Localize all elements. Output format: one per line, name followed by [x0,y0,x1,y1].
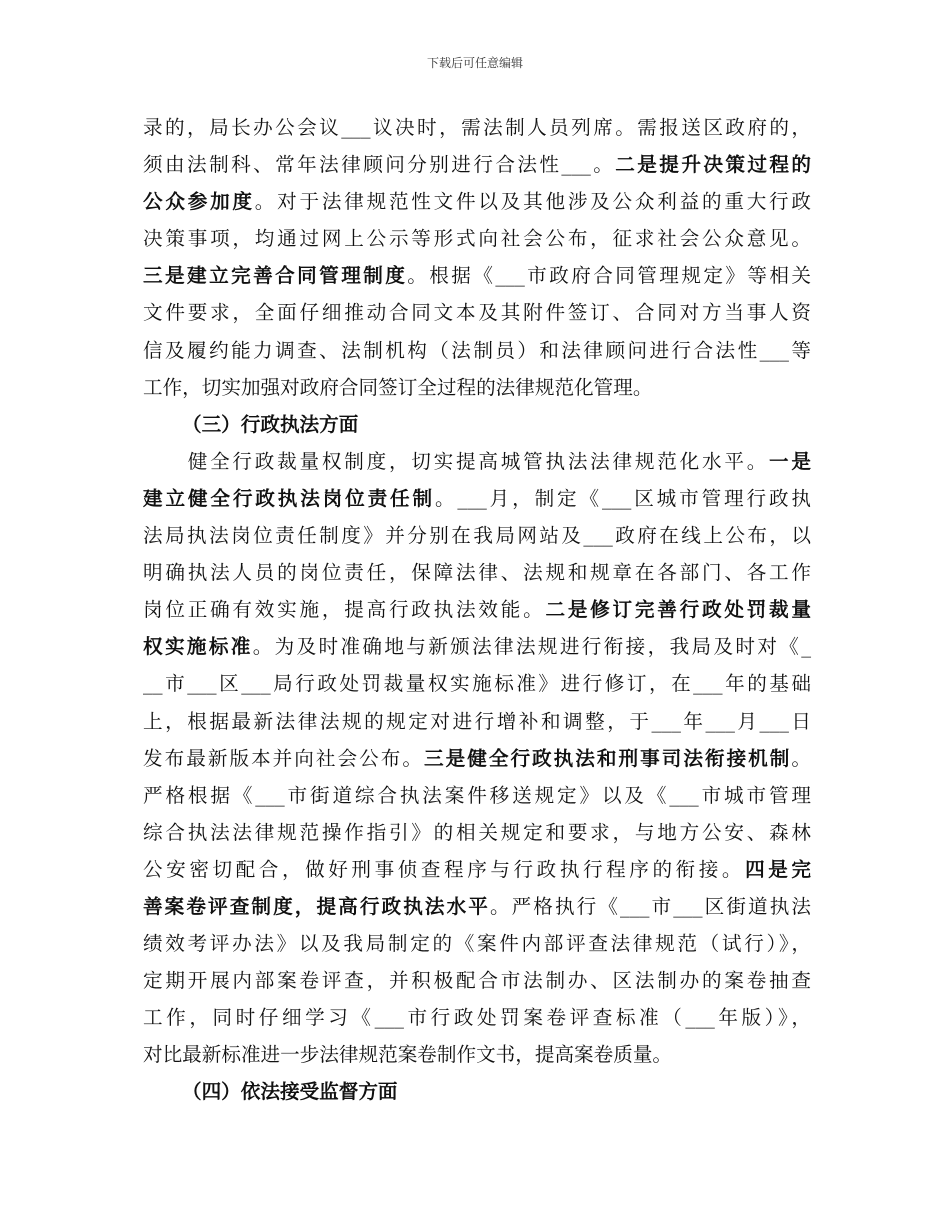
bold-text: （三）行政执法方面 [182,412,359,436]
paragraph-line [143,591,811,628]
text-run: 。 [791,746,812,770]
document-body [143,109,811,1111]
bold-text: 四是完 [745,857,812,881]
paragraph-line [143,1036,811,1073]
text-run: 。为及时准确地与新颁法律法规进行衔接，我局及时对《_ [252,635,812,659]
text-run: 岗位正确有效实施，提高行政执法效能。 [143,598,546,622]
section-heading [143,406,811,443]
bold-text: （四）依法接受监督方面 [182,1080,398,1104]
paragraph-line [143,443,811,480]
bold-text: 二是修订完善行政处罚裁量 [545,598,812,622]
bold-text: 三是健全行政执法和刑事司法衔接机制 [423,746,792,770]
paragraph-line [143,294,811,331]
paragraph-line [143,183,811,220]
text-run: __市___区___局行政处罚裁量权实施标准》进行修订，在___年的基础 [143,672,811,696]
text-run: 。对于法律规范性文件以及其他涉及公众利益的重大行政 [254,190,812,214]
section-heading [143,1073,811,1110]
bold-text: 二是提升决策过程的 [615,153,812,177]
text-run: 定期开展内部案卷评查，并积极配合市法制办、区法制办的案卷抽查 [143,969,811,993]
text-run: 录的，局长办公会议___议决时，需法制人员列席。需报送区政府的， [143,116,811,139]
text-run: 须由法制科、常年法律顾问分别进行合法性___。 [143,153,616,177]
text-run: 健全行政裁量权制度，切实提高城管执法法律规范化水平。 [143,449,770,473]
bold-text: 善案卷评查制度，提高行政执法水平 [143,894,490,918]
text-run: 工作，切实加强对政府合同签订全过程的法律规范化管理。 [143,375,653,399]
text-run: 明确执法人员的岗位责任，保障法律、法规和规章在各部门、各工作 [143,561,811,585]
paragraph-line [143,369,811,406]
bold-text: 一是 [769,449,811,473]
page-header: 下载后可任意编辑 [426,56,523,70]
paragraph-line [143,257,811,294]
paragraph-line [143,777,811,814]
text-run: 。严格执行《___市___区街道执法 [489,894,812,918]
text-run: 对比最新标准进一步法律规范案卷制作文书，提高案卷质量。 [143,1043,673,1067]
paragraph-line [143,554,811,591]
paragraph-line [143,962,811,999]
bold-text: 建立健全行政执法岗位责任制 [143,486,435,510]
paragraph-line [143,851,811,888]
paragraph-line [143,332,811,369]
paragraph-line [143,665,811,702]
text-run: 综合执法法律规范操作指引》的相关规定和要求，与地方公安、森林 [143,820,811,844]
text-run: 工作，同时仔细学习《___市行政处罚案卷评查标准（___年版）》， [143,1006,811,1030]
text-run: 发布最新版本并向社会公布。 [143,746,424,770]
text-run: 。根据《___市政府合同管理规定》等相关 [407,264,812,288]
paragraph-line [143,814,811,851]
paragraph-line [143,999,811,1036]
text-run: 上，根据最新法律法规的规定对进行增补和调整，于___年___月___日 [143,709,811,733]
bold-text: 公众参加度 [143,190,255,214]
paragraph-line [143,480,811,517]
paragraph-line [143,628,811,665]
paragraph-line [143,925,811,962]
text-run: 绩效考评办法》以及我局制定的《案件内部评查法律规范（试行）》， [143,932,811,956]
bold-text: 三是建立完善合同管理制度 [143,264,408,288]
paragraph-line [143,146,811,183]
text-run: 文件要求，全面仔细推动合同文本及其附件签订、合同对方当事人资 [143,301,811,325]
paragraph-line [143,517,811,554]
text-run: 决策事项，均通过网上公示等形式向社会公布，征求社会公众意见。 [143,227,811,251]
text-run: 公安密切配合，做好刑事侦查程序与行政执行程序的衔接。 [143,857,746,881]
text-run: 法局执法岗位责任制度》并分别在我局网站及___政府在线上公布，以 [143,524,811,548]
bold-text: 权实施标准 [143,635,253,659]
paragraph-line [143,220,811,257]
paragraph-line [143,740,811,777]
text-run: 信及履约能力调查、法制机构（法制员）和法律顾问进行合法性___等 [143,338,811,362]
text-run: 严格根据《___市街道综合执法案件移送规定》以及《___市城市管理 [143,783,811,807]
paragraph-line [143,109,811,146]
paragraph-line [143,703,811,740]
paragraph-line [143,888,811,925]
text-run: 。___月，制定《___区城市管理行政执 [434,486,812,510]
